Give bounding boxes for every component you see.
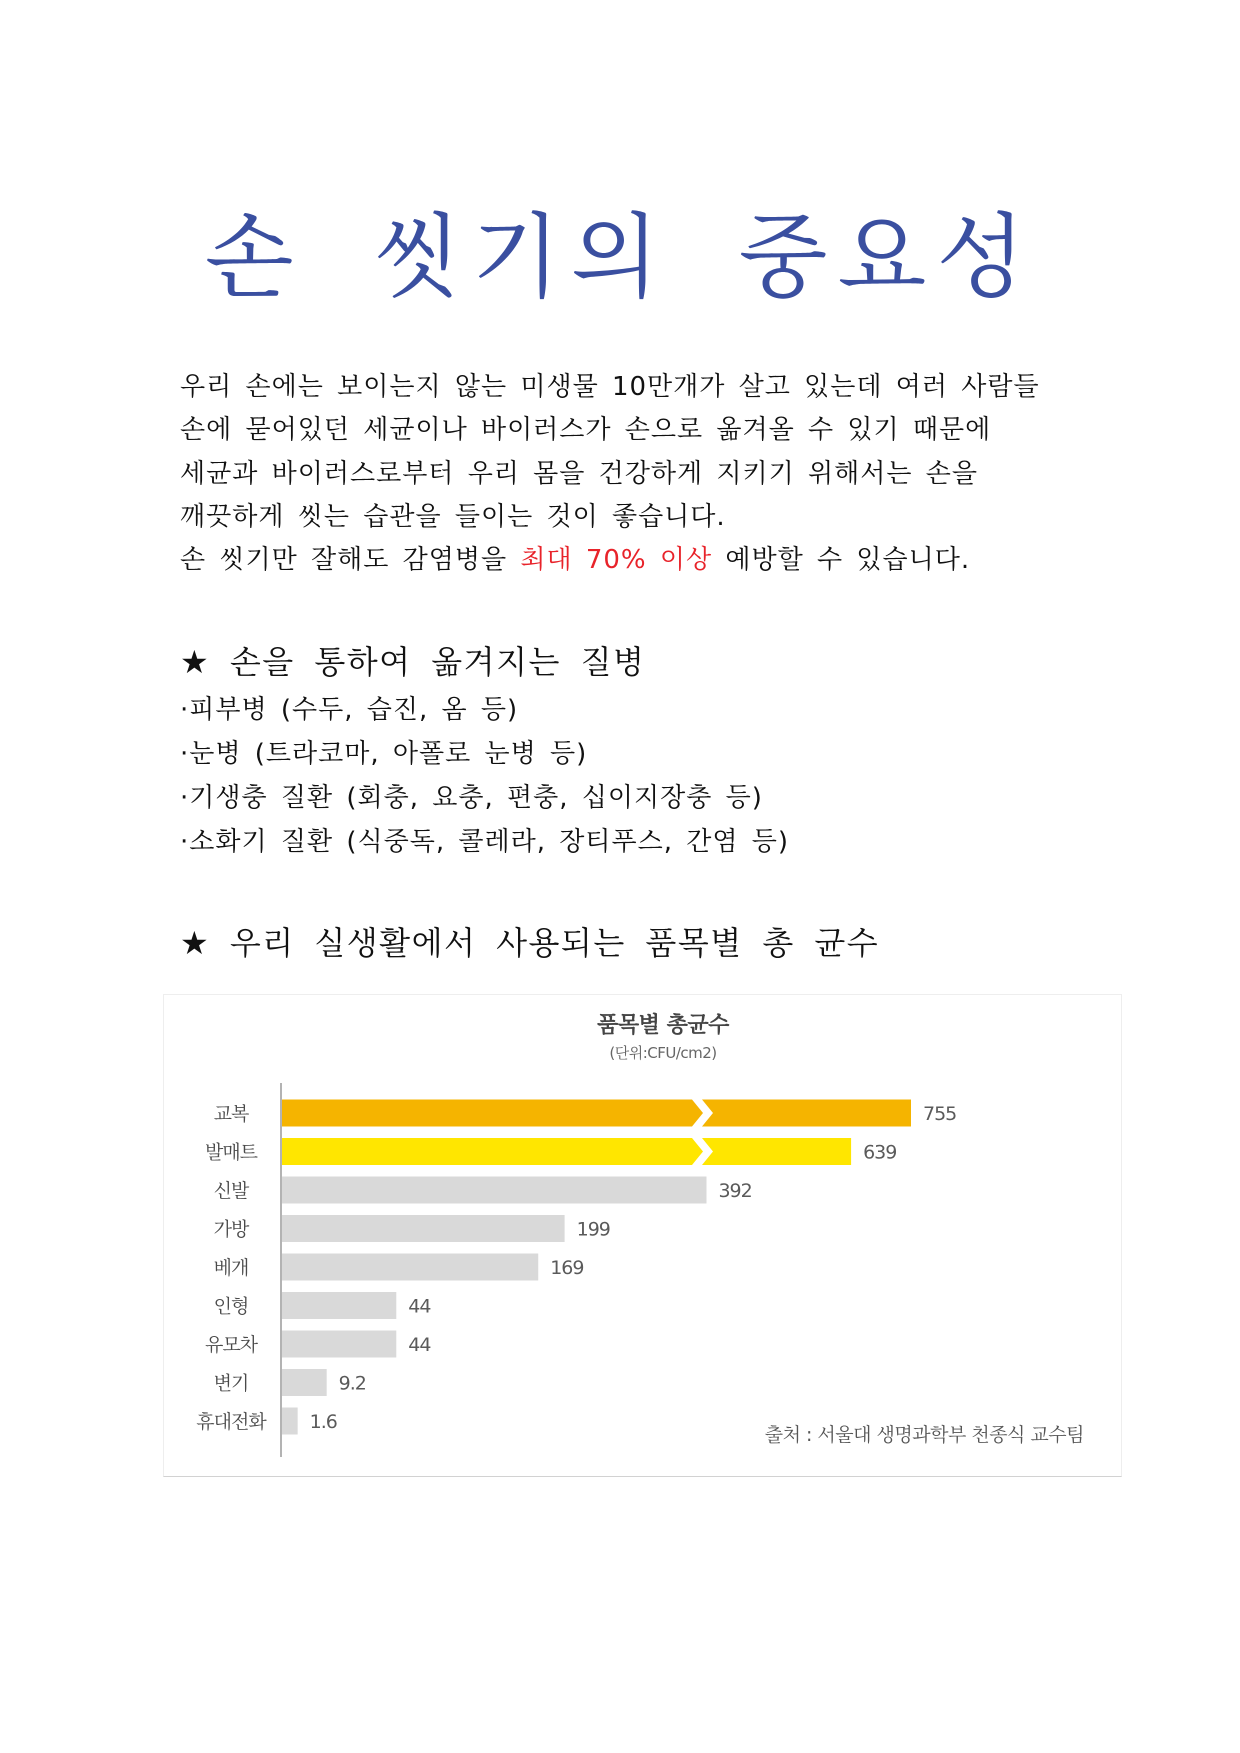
germ-count-chart	[163, 994, 1122, 1477]
page-title: 손 씻기의 중요성	[204, 204, 1036, 311]
category-label: 변기	[213, 1372, 249, 1395]
bar-chart	[164, 995, 1121, 1476]
category-label: 신발	[213, 1180, 249, 1202]
bar	[282, 1408, 298, 1435]
prevention-highlight: 최대 70% 이상	[520, 545, 713, 576]
category-label: 가방	[213, 1218, 249, 1241]
bars-group	[196, 1100, 956, 1435]
list-item: ·소화기 질환 (식중독, 콜레라, 장티푸스, 간염 등)	[180, 827, 790, 857]
bar	[282, 1100, 911, 1127]
list-item: ·기생충 질환 (회충, 요충, 편충, 십이지장충 등)	[180, 783, 763, 813]
intro-paragraph	[180, 366, 1040, 582]
intro-line: 손에 묻어있던 세균이나 바이러스가 손으로 옮겨올 수 있기 때문에	[180, 415, 992, 446]
value-label: 199	[576, 1218, 610, 1241]
section-heading-germs: ★ 우리 실생활에서 사용되는 품목별 총 균수	[180, 924, 880, 962]
value-label: 755	[922, 1103, 957, 1125]
intro-line: 우리 손에는 보이는지 않는 미생물 10만개가 살고 있는데 여러 사람들	[180, 372, 1040, 402]
value-label: 1.6	[309, 1411, 337, 1433]
bar	[282, 1138, 851, 1165]
category-label: 휴대전화	[196, 1411, 266, 1433]
disease-list	[180, 688, 789, 864]
value-label: 392	[718, 1180, 752, 1202]
category-label: 베개	[213, 1257, 249, 1279]
category-label: 인형	[213, 1295, 249, 1318]
bar	[282, 1254, 538, 1281]
chart-title: 품목별 총균수	[597, 1013, 729, 1038]
bar	[282, 1292, 396, 1319]
list-item: ·눈병 (트라코마, 아폴로 눈병 등)	[180, 739, 588, 769]
bar	[282, 1215, 565, 1242]
value-label: 639	[863, 1141, 897, 1164]
category-label: 유모차	[204, 1334, 258, 1356]
value-label: 9.2	[338, 1372, 366, 1395]
value-label: 44	[408, 1334, 431, 1356]
intro-line: 깨끗하게 씻는 습관을 들이는 것이 좋습니다.	[180, 501, 726, 532]
list-item: ·피부병 (수두, 습진, 옴 등)	[180, 695, 519, 725]
intro-line: 세균과 바이러스로부터 우리 몸을 건강하게 지키기 위해서는 손을	[180, 458, 978, 489]
chart-source: 출처 : 서울대 생명과학부 천종식 교수팀	[764, 1424, 1084, 1446]
prevention-text-before: 손 씻기만 잘해도 감염병을	[180, 545, 521, 576]
value-label: 169	[550, 1257, 584, 1279]
category-label: 발매트	[204, 1141, 258, 1164]
bar	[282, 1369, 327, 1396]
prevention-text-after: 예방할 수 있습니다.	[712, 545, 971, 576]
section-heading-diseases: ★ 손을 통하여 옮겨지는 질병	[180, 643, 646, 681]
bar	[282, 1177, 706, 1204]
bar	[282, 1331, 396, 1358]
value-label: 44	[408, 1295, 431, 1318]
intro-line-prevention	[180, 539, 1040, 582]
chart-subtitle: (단위:CFU/cm2)	[609, 1044, 717, 1062]
category-label: 교복	[213, 1103, 249, 1125]
